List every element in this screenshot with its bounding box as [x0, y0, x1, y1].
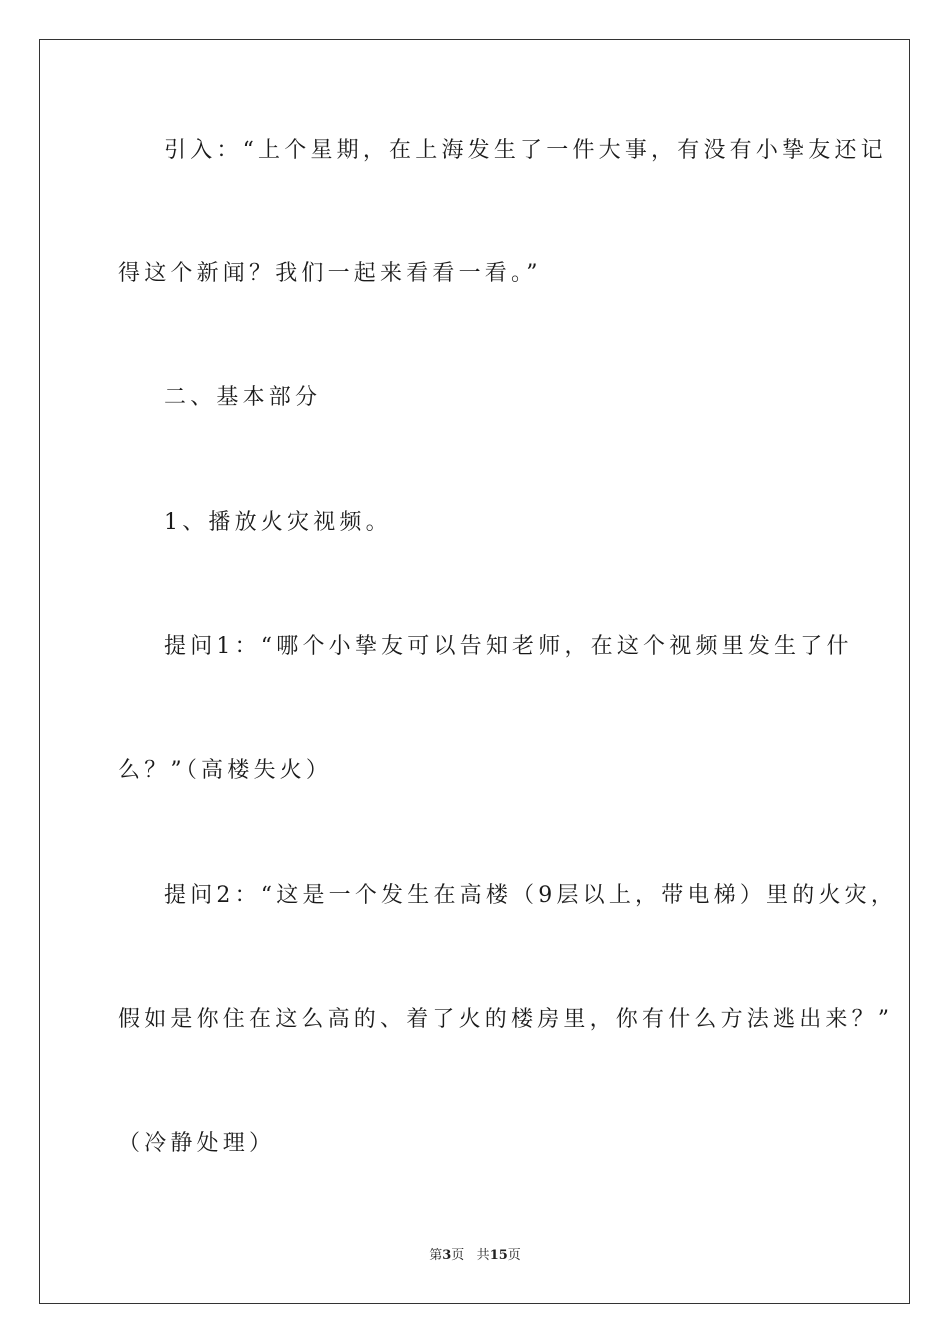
question-2-line-1: 提问2：“这是一个发生在高楼（9层以上，带电梯）里的火灾， — [164, 883, 898, 908]
step-1-play-video: 1、播放火灾视频。 — [164, 510, 392, 535]
answer-stay-calm: （冷静处理） — [118, 1131, 276, 1156]
footer-total-prefix: 共 — [476, 1248, 490, 1263]
question-1-line-2: 么？”（高楼失火） — [118, 758, 333, 783]
section-heading-basic: 二、基本部分 — [164, 385, 322, 410]
paragraph-intro-line-1: 引入：“上个星期，在上海发生了一件大事，有没有小挚友还记 — [164, 138, 887, 163]
current-page-number: 3 — [442, 1248, 452, 1263]
question-2-line-2: 假如是你住在这么高的、着了火的楼房里，你有什么方法逃出来？” — [118, 1007, 894, 1032]
footer-prefix: 第 — [429, 1248, 443, 1263]
page-footer — [0, 1247, 950, 1265]
footer-page-unit: 页 — [451, 1248, 465, 1263]
page-border — [39, 39, 910, 1304]
paragraph-intro-line-2: 得这个新闻？我们一起来看看一看。” — [118, 261, 542, 286]
total-pages-number: 15 — [489, 1248, 508, 1263]
question-1-line-1: 提问1：“哪个小挚友可以告知老师，在这个视频里发生了什 — [164, 634, 853, 659]
footer-total-unit: 页 — [507, 1248, 521, 1263]
